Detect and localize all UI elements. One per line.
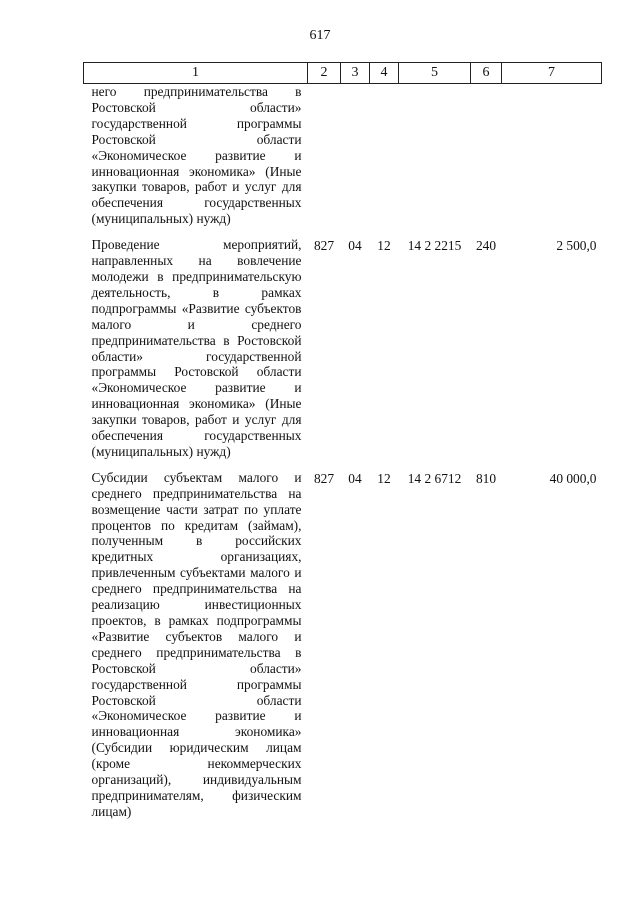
column-header-1: 1 (84, 63, 308, 84)
row-target-article: 14 2 2215 (407, 238, 462, 254)
row-section-code (341, 84, 370, 238)
row-subsection-code: 12 (377, 238, 391, 254)
row-description: Проведение мероприятий, направленных на вовлечение молодежи в предпринимательскую деятельность, в рамках подпрограммы «Развитие субъектов малого и среднего предпринимательства в Ростовской области» государственной программы Ростовской области «Экономическое развитие и инновационная экономика» (Иные закупки товаров, работ и услуг для обеспечения государственных (муниципальных) нужд) (91, 237, 302, 459)
row-amount: 40 000,0 (549, 470, 597, 486)
column-header-4: 4 (370, 63, 399, 84)
column-header-5: 5 (399, 63, 471, 84)
row-target-article: 14 2 6712 (407, 470, 462, 486)
table-header-row (84, 63, 602, 84)
table-row (84, 237, 602, 470)
row-ministry-code: 827 (313, 470, 335, 486)
row-expense-type: 810 (475, 470, 497, 486)
row-description: Субсидии субъектам малого и среднего предпринимательства на возмещение части затрат по уплате процентов по кредитам (займам), полученным в российских кредитных организациях, привлеченным субъектами малого и среднего предпринимательства на реализацию инвестиционных проектов, в рамках подпрограммы «Развитие субъектов малого и среднего предпринимательства в Ростовской области» государственной программы Ростовской области «Экономическое развитие и инновационная экономика» (Субсидии юридическим лицам (кроме некоммерческих организаций), индивидуальным предпринимателям, физическим лицам) (91, 469, 302, 819)
row-expense-type: 240 (475, 238, 497, 254)
column-header-7: 7 (502, 63, 602, 84)
row-section-code: 04 (348, 238, 362, 254)
row-amount (502, 84, 602, 238)
table-row (84, 84, 602, 238)
row-expense-type (471, 84, 502, 238)
row-subsection-code (370, 84, 399, 238)
column-header-2: 2 (308, 63, 341, 84)
page-number: 617 (309, 28, 331, 43)
row-subsection-code: 12 (377, 470, 391, 486)
row-target-article (399, 84, 471, 238)
budget-table (83, 62, 602, 820)
row-amount: 2 500,0 (556, 238, 597, 254)
table-row (84, 470, 602, 820)
row-section-code: 04 (348, 470, 362, 486)
column-header-3: 3 (341, 63, 370, 84)
row-ministry-code (308, 84, 341, 238)
row-ministry-code: 827 (313, 238, 335, 254)
column-header-6: 6 (471, 63, 502, 84)
row-description: него предпринимательства в Ростовской области» государственной программы Ростовской области «Экономическое развитие и инновационная экономика» (Иные закупки товаров, работ и услуг для обеспечения государственных (муниципальных) нужд) (91, 84, 302, 227)
